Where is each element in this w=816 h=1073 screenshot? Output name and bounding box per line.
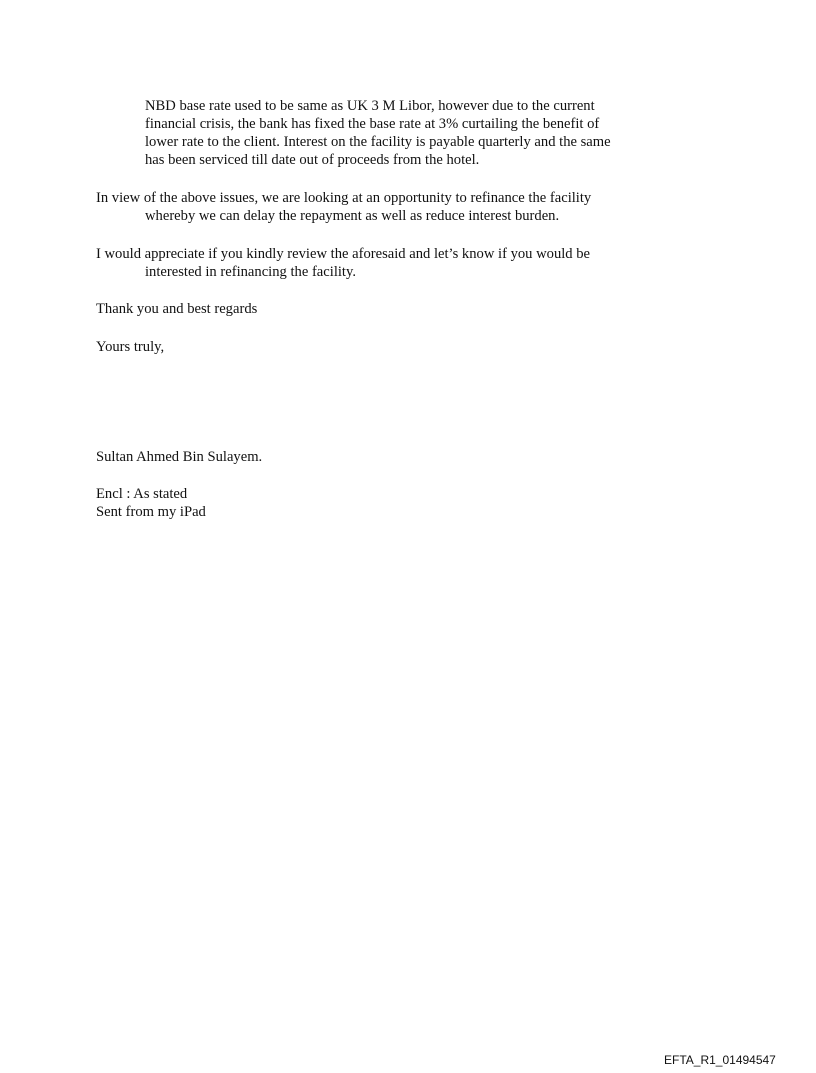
document-id: EFTA_R1_01494547 (664, 1053, 776, 1067)
para2-line-2: whereby we can delay the repayment as well as reduce interest burden. (145, 208, 560, 224)
sent-from-note: Sent from my iPad (96, 504, 206, 520)
para1-line-3: lower rate to the client. Interest on the facility is payable quarterly and the same (145, 134, 611, 150)
para3-line-1: I would appreciate if you kindly review the aforesaid and let’s know if you would be (96, 246, 591, 262)
para1-line-4: has been serviced till date out of proceeds from the hotel. (145, 152, 480, 168)
closing-line: Thank you and best regards (96, 301, 258, 317)
signature-name: Sultan Ahmed Bin Sulayem. (96, 449, 263, 465)
salutation: Yours truly, (96, 339, 165, 355)
enclosure-note: Encl : As stated (96, 486, 188, 502)
para1-line-1: NBD base rate used to be same as UK 3 M Libor, however due to the current (145, 98, 595, 114)
para3-line-2: interested in refinancing the facility. (145, 264, 356, 280)
para1-line-2: financial crisis, the bank has fixed the base rate at 3% curtailing the benefit of (145, 116, 600, 132)
para2-line-1: In view of the above issues, we are looking at an opportunity to refinance the facility (96, 190, 592, 206)
